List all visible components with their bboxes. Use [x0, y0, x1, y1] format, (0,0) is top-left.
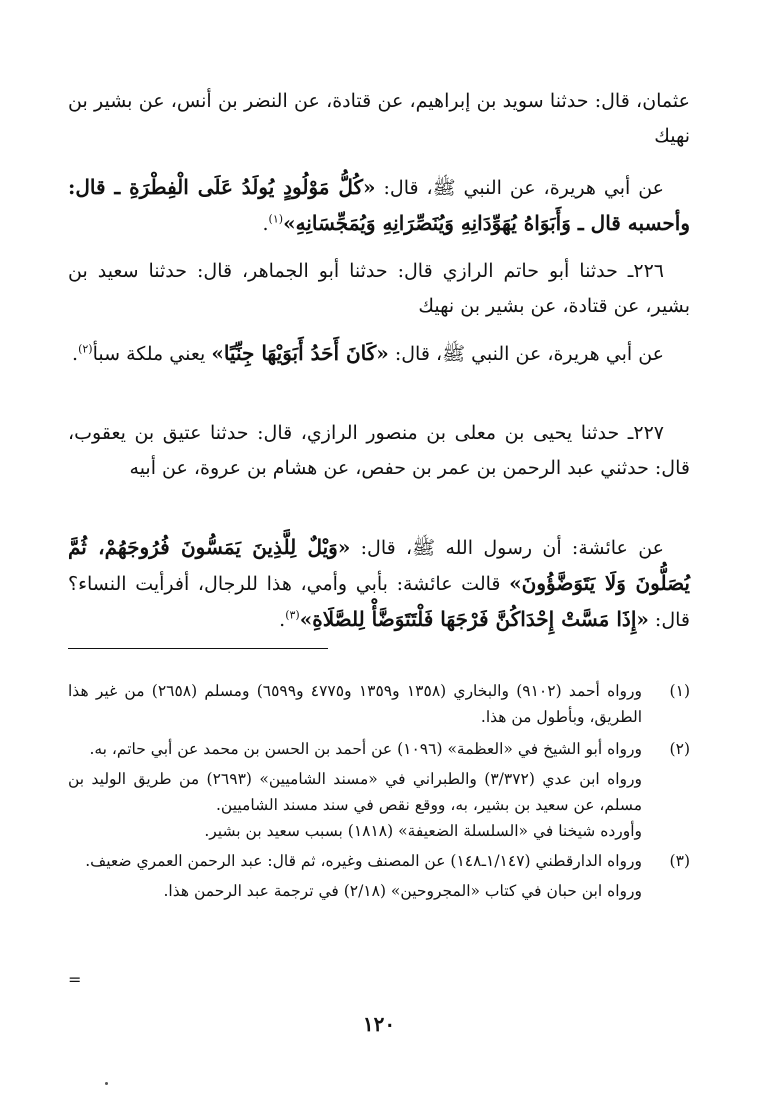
- paragraph-text: عن أبي هريرة، عن النبي ﷺ، قال:: [388, 343, 664, 365]
- footnote-1: [68, 678, 690, 730]
- footnote-2: [68, 736, 690, 844]
- paragraph-text: قالت عائشة: بأبي وأمي، هذا للرجال، أفرأيت النساء؟ قال:: [68, 573, 690, 631]
- scan-speck: [105, 1082, 108, 1085]
- paragraph-isnad-226: [68, 254, 690, 324]
- footnote-number: (٢): [669, 740, 690, 758]
- period: .: [262, 213, 269, 235]
- footnote-text: وأورده شيخنا في «السلسلة الضعيفة» (١٨١٨) بسبب سعيد بن بشير.: [204, 822, 642, 840]
- footnote-text: ورواه الدارقطني (١/١٤٧ـ١٤٨) عن المصنف وغيره، ثم قال: عبد الرحمن العمري ضعيف.: [85, 852, 642, 870]
- footnote-separator: [68, 648, 328, 649]
- paragraph-hadith-2: [68, 336, 690, 372]
- footnote-text: ورواه أبو الشيخ في «العظمة» (١٠٩٦) عن أحمد بن الحسن بن محمد عن أبي حاتم، به.: [89, 740, 642, 758]
- hadith-quote: «كُلُّ مَوْلُودٍ يُولَدُ عَلَى الْفِطْرَةِ ـ قال: وأحسبه قال ـ وَأَبَوَاهُ يُهَوِّدَانِهِ وَيُنَصِّرَانِهِ وَيُمَجِّسَانِهِ»: [68, 175, 690, 235]
- paragraph-text: عن أبي هريرة، عن النبي ﷺ، قال:: [375, 177, 664, 199]
- paragraph-hadith-3: [68, 530, 690, 638]
- paragraph-text: ٢٢٧ـ حدثنا يحيى بن معلى بن منصور الرازي، قال: حدثنا عتيق بن يعقوب، قال: حدثني عبد الرحمن بن عمر بن حفص، عن هشام بن عروة، عن أبيه: [68, 422, 690, 479]
- paragraph-hadith-1: [68, 170, 690, 242]
- paragraph-isnad-1: [68, 84, 690, 154]
- continued-mark: =: [68, 970, 82, 989]
- footnote-ref-3[interactable]: (٣): [285, 608, 300, 622]
- period: .: [72, 343, 79, 365]
- hadith-quote: «وَيْلٌ لِلَّذِينَ يَمَسُّونَ فُرُوجَهُمْ، ثُمَّ يُصَلُّونَ وَلَا يَتَوَضَّؤُونَ»: [68, 535, 690, 595]
- hadith-quote: «إِذَا مَسَّتْ إِحْدَاكُنَّ فَرْجَهَا فَلْتَتَوَضَّأْ لِلصَّلَاةِ»: [299, 607, 649, 631]
- footnote-text: ورواه ابن عدي (٣/٣٧٢) والطبراني في «مسند الشاميين» (٢٦٩٣) من طريق الوليد بن مسلم، عن سعيد بن بشير، به، ووقع نقص في سند مسند الشاميين.: [68, 770, 642, 814]
- paragraph-text: ٢٢٦ـ حدثنا أبو حاتم الرازي قال: حدثنا أبو الجماهر، قال: حدثنا سعيد بن بشير، عن قتادة، عن بشير بن نهيك: [68, 260, 690, 317]
- paragraph-text: عثمان، قال: حدثنا سويد بن إبراهيم، عن قتادة، عن النضر بن أنس، عن بشير بن نهيك: [68, 90, 690, 147]
- footnote-number: (٣): [669, 852, 690, 870]
- period: .: [279, 609, 286, 631]
- footnote-text: ورواه أحمد (٩١٠٢) والبخاري (١٣٥٨ و١٣٥٩ و٤٧٧٥ و٦٥٩٩) ومسلم (٢٦٥٨) من غير هذا الطريق، وبأطول من هذا.: [68, 682, 642, 726]
- footnote-ref-1[interactable]: (١): [268, 212, 284, 226]
- footnote-text: ورواه ابن حبان في كتاب «المجروحين» (٢/١٨) في ترجمة عبد الرحمن هذا.: [163, 882, 642, 900]
- page-number: ١٢٠: [362, 1012, 396, 1036]
- footnote-3: [68, 848, 690, 904]
- footnote-number: (١): [669, 682, 690, 700]
- footnote-ref-2[interactable]: (٢): [78, 342, 93, 356]
- hadith-quote: «كَانَ أَحَدُ أَبَوَيْهَا جِنِّيًا»: [211, 341, 389, 365]
- paragraph-text: يعني ملكة سبأ: [92, 343, 212, 365]
- page: [68, 0, 690, 1101]
- paragraph-isnad-227: [68, 416, 690, 486]
- paragraph-text: عن عائشة: أن رسول الله ﷺ، قال:: [350, 537, 664, 559]
- footnotes: [68, 678, 690, 904]
